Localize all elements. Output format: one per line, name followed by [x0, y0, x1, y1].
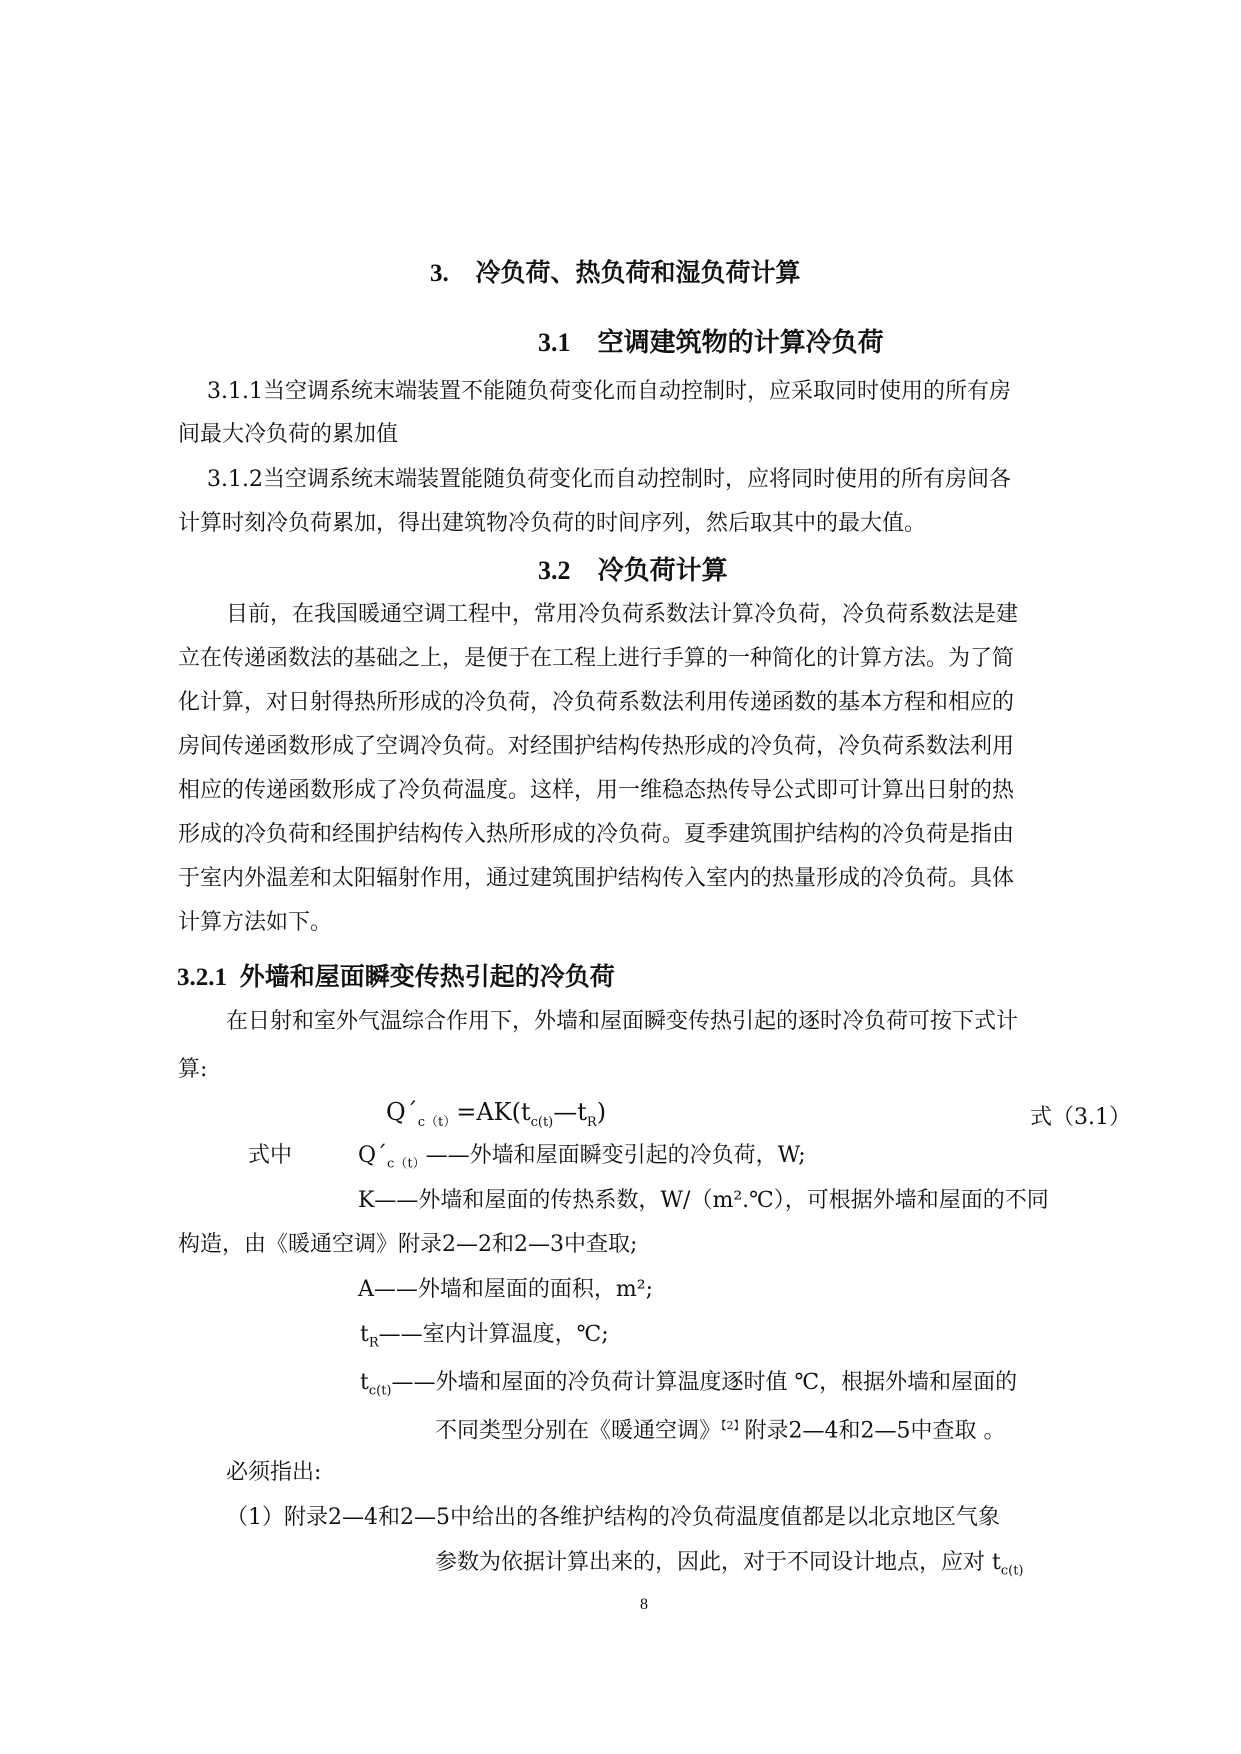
formula-close: ) — [596, 1098, 607, 1126]
chapter-title: 冷负荷、热负荷和湿负荷计算 — [475, 258, 801, 287]
formula-eq: =AK(t — [456, 1098, 531, 1126]
para-line: 相应的传递函数形成了冷负荷温度。这样，用一维稳态热传导公式即可计算出日射的热 — [178, 778, 1015, 803]
def-tc-line1: $t_{c(t)}——$外墙和屋面的冷负荷计算温度逐时值 ℃，根据外墙和屋面的 — [360, 1370, 1018, 1399]
intro-line2: 算: — [178, 1057, 208, 1082]
formula-r-sub: R — [586, 1114, 597, 1130]
section-title: 冷负荷计算 — [597, 556, 728, 586]
def-a: A——外墙和屋面的面积，m²; — [358, 1277, 653, 1302]
para-line: 计算方法如下。 — [178, 910, 333, 935]
para-line: 于室内外温差和太阳辐射作用，通过建筑围护结构传入室内的热量形成的冷负荷。具体 — [178, 866, 1015, 891]
intro-line1: 在日射和室外气温综合作用下，外墙和屋面瞬变传热引起的逐时冷负荷可按下式计 — [226, 1009, 1019, 1034]
subsection-heading-3-2-1 — [177, 957, 615, 993]
where-label: 式中 — [248, 1143, 293, 1168]
def-k-line2: 构造，由《暖通空调》附录2—2和2—3中查取; — [178, 1232, 638, 1257]
page-number: 8 — [640, 1596, 648, 1613]
formula — [386, 1097, 606, 1138]
subsection-number: 3.2.1 — [177, 964, 227, 991]
clause-3-1-2-line2: 计算时刻冷负荷累加，得出建筑物冷负荷的时间序列，然后取其中的最大值。 — [178, 511, 927, 536]
formula-minus: —t — [553, 1098, 587, 1126]
clause-3-1-1-line1: 3.1.1当空调系统末端装置不能随负荷变化而自动控制时，应采取同时使用的所有房 — [207, 379, 1011, 404]
def-tr: $t_R——$室内计算温度，℃; — [360, 1322, 609, 1351]
section-heading-3-1 — [538, 322, 884, 359]
para-line: 形成的冷负荷和经围护结构传入热所形成的冷负荷。夏季建筑围护结构的冷负荷是指由 — [178, 822, 1015, 847]
must-note: 必须指出: — [226, 1460, 322, 1485]
clause-3-1-2-line1: 3.1.2当空调系统末端装置能随负荷变化而自动控制时，应将同时使用的所有房间各 — [207, 467, 1011, 492]
formula-lhs: Q´ — [386, 1098, 418, 1126]
note1-line2: 参数为依据计算出来的，因此，对于不同设计地点，应对 $t_{c(t)}$ — [435, 1550, 1024, 1579]
note1-line1: （1）附录2—4和2—5中给出的各维护结构的冷负荷温度值都是以北京地区气象 — [226, 1505, 1000, 1530]
para-line: 目前，在我国暖通空调工程中，常用冷负荷系数法计算冷负荷，冷负荷系数法是建 — [226, 602, 1019, 627]
reference-mark: 【2】 — [721, 1419, 745, 1432]
section-number: 3.1 — [538, 328, 571, 357]
section-number: 3.2 — [538, 556, 571, 585]
def-tc-line2: 不同类型分别在《暖通空调》$^{【2】}$附录2—4和2—5中查取 。 — [435, 1418, 1006, 1444]
para-line: 房间传递函数形成了空调冷负荷。对经围护结构传热形成的冷负荷，冷负荷系数法利用 — [178, 734, 1015, 759]
def-k-line1: K——外墙和屋面的传热系数，W/（m².℃），可根据外墙和屋面的不同 — [358, 1188, 1049, 1213]
clause-3-1-1-line2: 间最大冷负荷的累加值 — [178, 422, 399, 447]
para-line: 立在传递函数法的基础之上，是便于在工程上进行手算的一种简化的计算方法。为了简 — [178, 646, 1015, 671]
section-heading-3-2 — [538, 550, 728, 587]
chapter-number: 3. — [430, 260, 449, 287]
subsection-title: 外墙和屋面瞬变传热引起的冷负荷 — [239, 962, 615, 991]
para-line: 化计算，对日射得热所形成的冷负荷，冷负荷系数法利用传递函数的基本方程和相应的 — [178, 690, 1015, 715]
equation-number: 式（3.1） — [1030, 1105, 1131, 1130]
section-title: 空调建筑物的计算冷负荷 — [597, 328, 884, 358]
chapter-heading — [430, 253, 800, 289]
def-q: $Q´_{c(t)}——$外墙和屋面瞬变引起的冷负荷，W; — [358, 1143, 806, 1172]
formula-lhs-sub: c（t） — [417, 1114, 457, 1130]
formula-t-sub: c(t) — [530, 1114, 554, 1130]
